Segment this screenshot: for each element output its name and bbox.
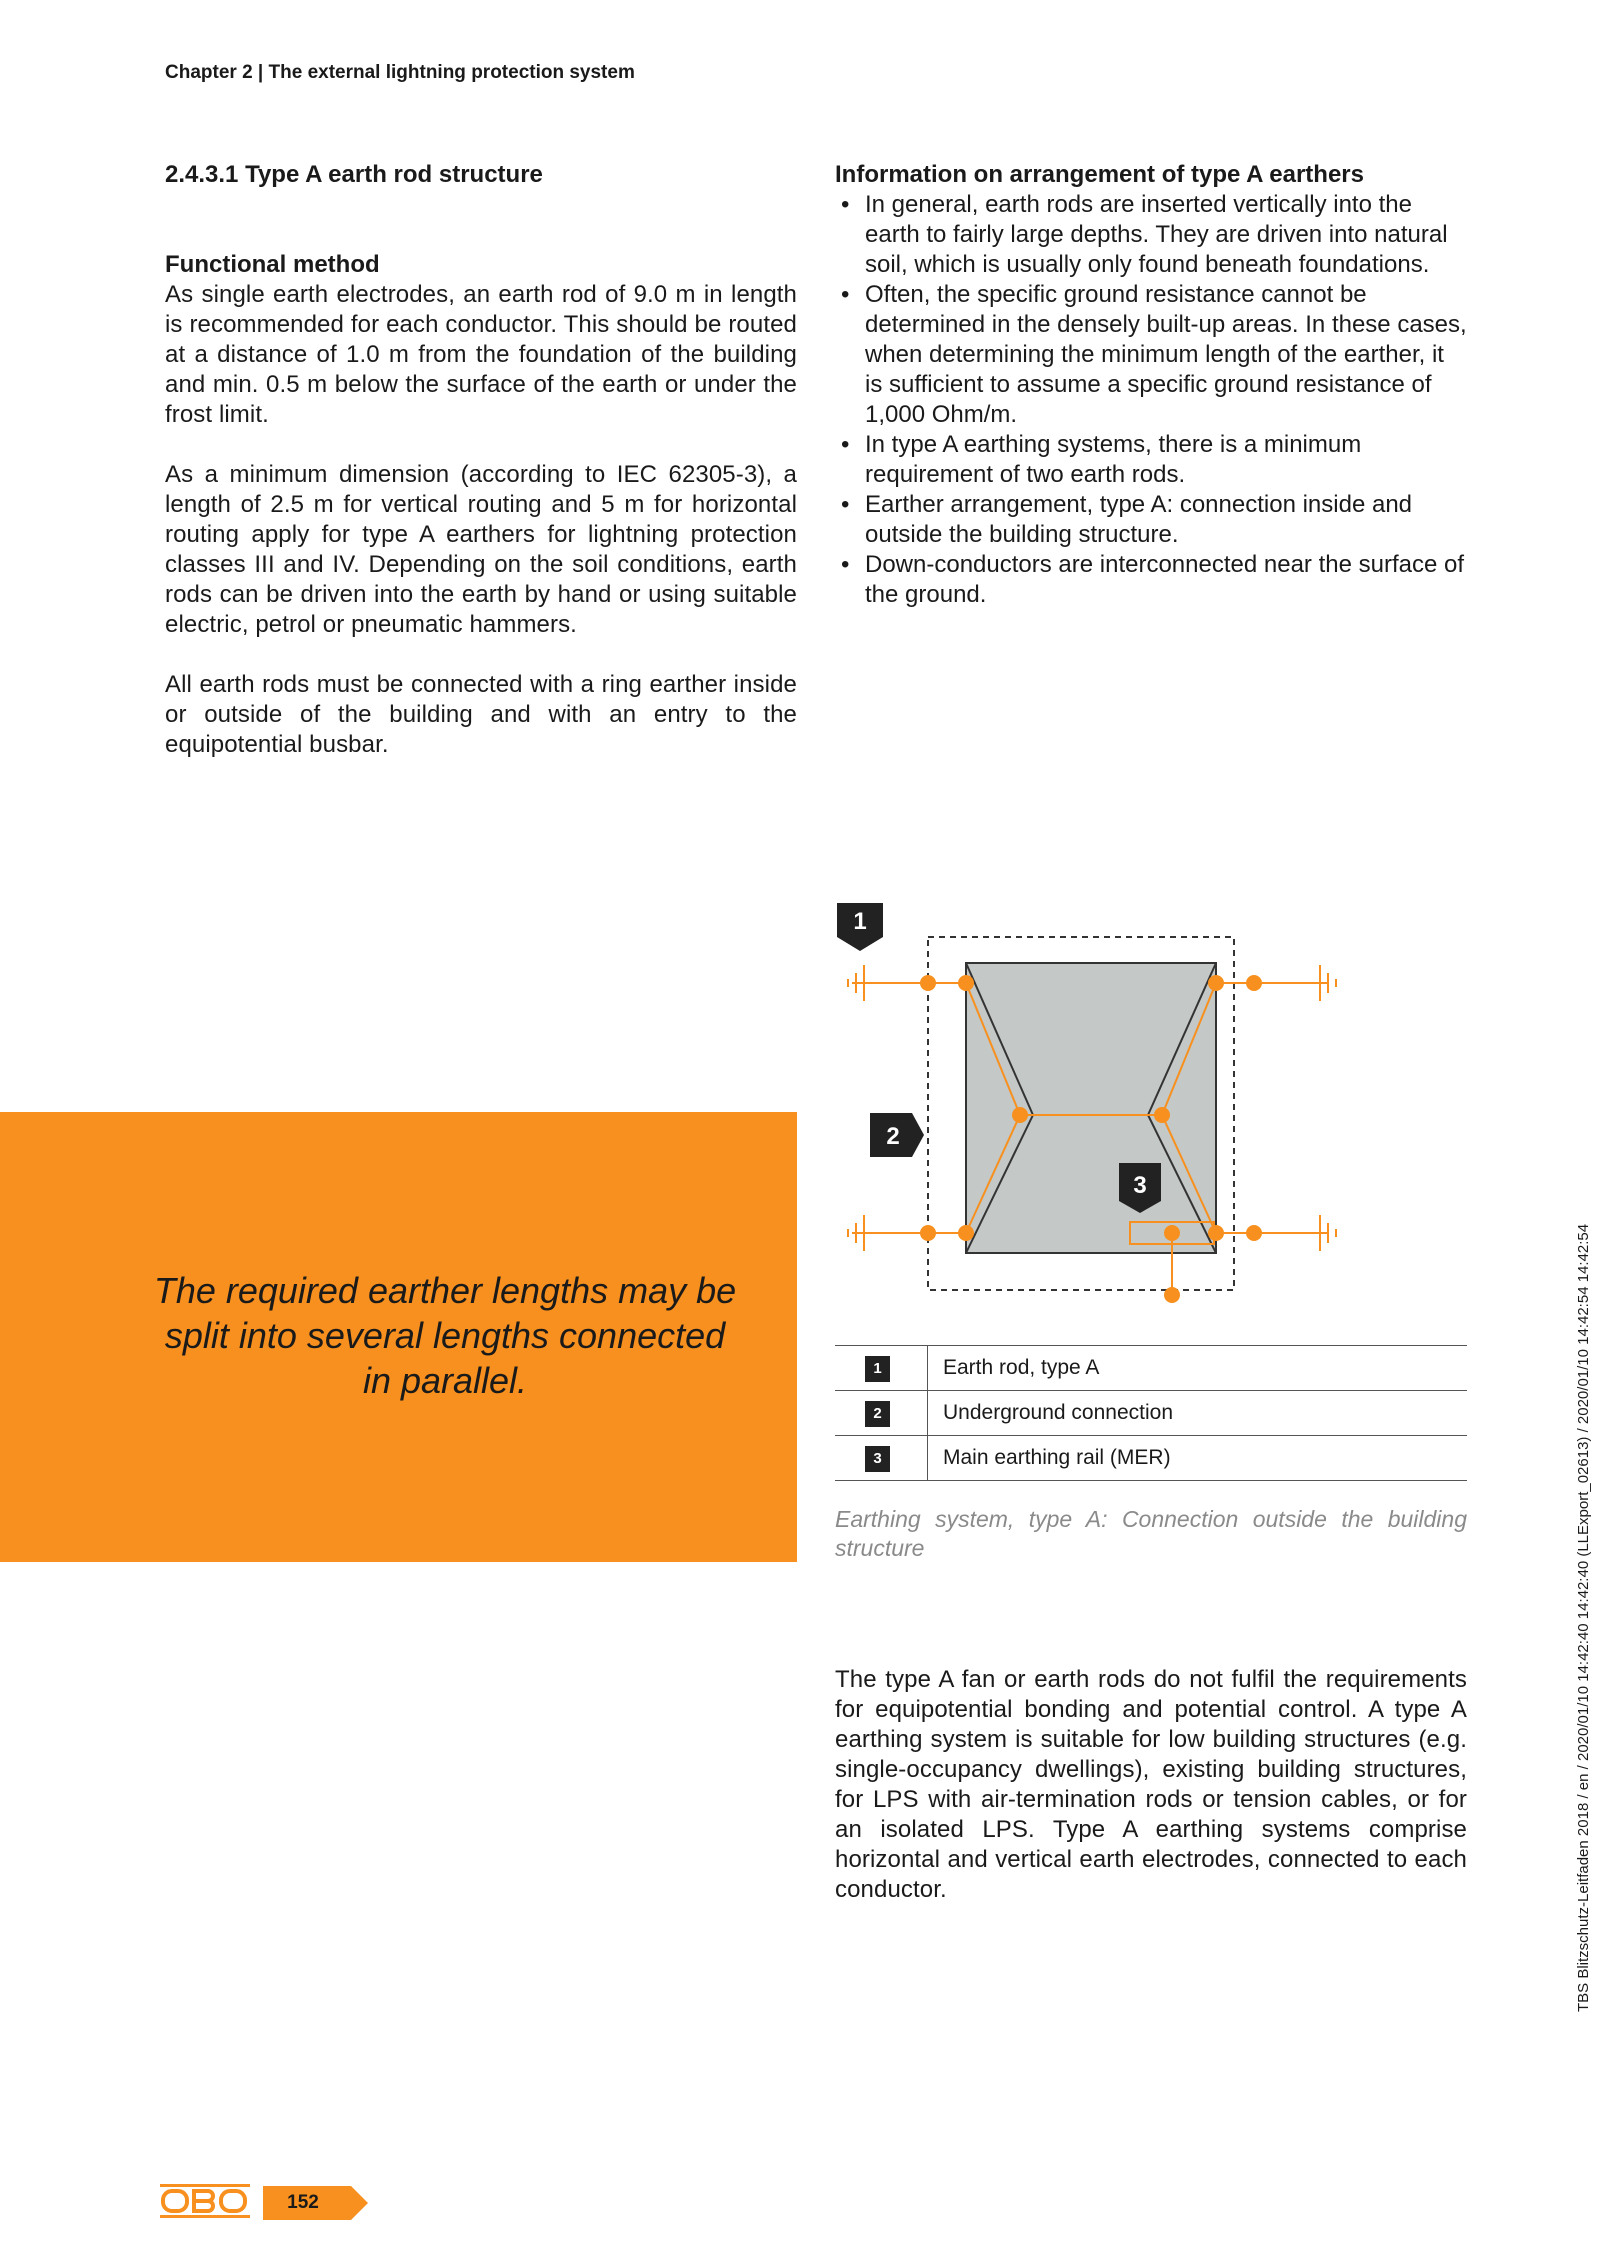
info-bullet-list: [835, 190, 1467, 610]
legend-row: [835, 1436, 1467, 1481]
legend-row: [835, 1391, 1467, 1436]
chapter-header: Chapter 2 | The external lightning protection system: [165, 62, 635, 83]
paragraph: All earth rods must be connected with a ring earther inside or outside of the building and with an entry to the equipotential busbar.: [165, 671, 797, 758]
marker-3-label: 3: [1133, 1172, 1147, 1199]
legend-label: Underground connection: [928, 1391, 1468, 1436]
side-print-info: TBS Blitzschutz-Leitfaden 2018 / en / 2020/01/10 14:42:40 14:42:40 (LLExport_02613) / 2020/01/10 14:42:54 14:42:54: [1575, 1223, 1592, 2012]
legend-badge: 2: [865, 1401, 890, 1427]
diagram-legend: [835, 1345, 1467, 1481]
paragraph: As a minimum dimension (according to IEC 62305-3), a length of 2.5 m for vertical routing and 5 m for horizontal routing apply for type A earthers for lightning protection classes III and IV. Depending on the soil conditions, earth rods can be driven into the earth by hand or using suitable electric, petrol or pneumatic hammers.: [165, 461, 797, 638]
paragraph: As single earth electrodes, an earth rod of 9.0 m in length is recommended for each conductor. This should be routed at a distance of 1.0 m from the foundation of the building and min. 0.5 m below the surface of the earth or under the frost limit.: [165, 281, 797, 428]
figure-caption: Earthing system, type A: Connection outside the building structure: [835, 1506, 1467, 1561]
bullet-item: • In general, earth rods are inserted vertically into the earth to fairly large depths. They are driven into natural soil, which is usually only found beneath foundations.: [835, 190, 1467, 280]
legend-row: [835, 1346, 1467, 1391]
legend-label: Earth rod, type A: [928, 1346, 1468, 1391]
pull-quote: The required earther lengths may be split into several lengths connected in parallel.: [153, 1270, 737, 1401]
bullet-item: • In type A earthing systems, there is a minimum requirement of two earth rods.: [835, 430, 1467, 490]
right-bottom-text: [835, 1665, 1467, 1935]
bullet-item: • Earther arrangement, type A: connection inside and outside the building structure.: [835, 490, 1467, 550]
legend-badge: 3: [865, 1446, 890, 1472]
bullet-item: • Often, the specific ground resistance cannot be determined in the densely built-up areas. In these cases, when determining the minimum length of the earther, it is sufficient to assume a specific ground resistance of 1,000 Ohm/m.: [835, 280, 1467, 430]
marker-1: [837, 903, 883, 951]
obo-logo: [160, 2183, 250, 2219]
section-title: 2.4.3.1 Type A earth rod structure: [165, 161, 543, 188]
left-column: [165, 160, 797, 790]
info-heading: Information on arrangement of type A earthers: [835, 161, 1364, 188]
paragraph: The type A fan or earth rods do not fulfil the requirements for equipotential bonding and potential control. A type A earthing system is suitable for low building structures (e.g. single-occupancy dwellings), existing building structures, for LPS with air-termination rods or tension cables, or for an isolated LPS. Type A earthing systems comprise horizontal and vertical earth electrodes, connected to each conductor.: [835, 1666, 1467, 1903]
page-number: 152: [287, 2192, 319, 2213]
legend-label: Main earthing rail (MER): [928, 1436, 1468, 1481]
marker-1-label: 1: [853, 908, 867, 935]
bullet-item: • Down-conductors are interconnected near the surface of the ground.: [835, 550, 1467, 610]
marker-2-label: 2: [886, 1123, 900, 1150]
building-roof: [966, 963, 1216, 1253]
subheading-functional-method: Functional method: [165, 251, 380, 278]
marker-2: [870, 1113, 924, 1157]
legend-badge: 1: [865, 1356, 890, 1382]
right-column: [835, 160, 1467, 610]
earthing-diagram: [830, 895, 1470, 1325]
